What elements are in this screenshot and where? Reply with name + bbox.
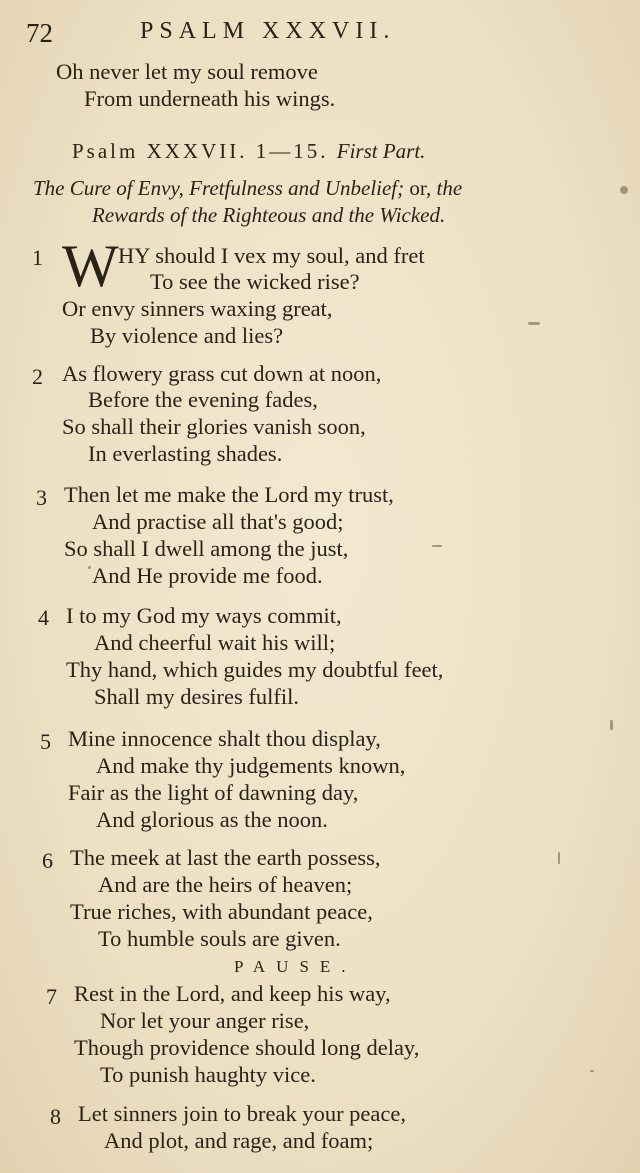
page-number: 72	[26, 18, 53, 48]
pause-label: PAUSE.	[234, 957, 357, 976]
verse-line: So shall I dwell among the just,	[64, 536, 349, 561]
verse-line: Thy hand, which guides my doubtful feet,	[66, 657, 444, 682]
argument-line: Rewards of the Righteous and the Wicked.	[92, 203, 446, 227]
argument-or: or,	[409, 176, 432, 200]
verse-number: 5	[40, 729, 51, 754]
verse-number: 1	[32, 245, 43, 270]
verse-line: Though providence should long delay,	[74, 1035, 420, 1060]
verse-line: And cheerful wait his will;	[94, 630, 336, 655]
paper-speck	[558, 852, 560, 864]
verse-line: And practise all that's good;	[92, 509, 344, 534]
argument-text: the	[436, 176, 463, 200]
verse-line: So shall their glories vanish soon,	[62, 414, 366, 439]
verse-line: I to my God my ways commit,	[66, 603, 342, 628]
verse-line: As flowery grass cut down at noon,	[62, 361, 382, 386]
verse-line: Nor let your anger rise,	[100, 1008, 310, 1033]
paper-speck	[528, 322, 540, 325]
verse-line: Or envy sinners waxing great,	[62, 296, 333, 321]
verse-number: 7	[46, 984, 57, 1009]
psalm-heading: Psalm XXXVII. 1—15.	[72, 139, 329, 163]
verse-line: To humble souls are given.	[98, 926, 341, 951]
verse-number: 4	[38, 605, 49, 630]
verse-line: And plot, and rage, and foam;	[104, 1128, 374, 1153]
verse-number: 6	[42, 848, 53, 873]
verse-number: 8	[50, 1104, 61, 1129]
verse-line: And are the heirs of heaven;	[98, 872, 353, 897]
verse-line: True riches, with abundant peace,	[70, 899, 373, 924]
paper-speck	[432, 545, 442, 547]
verse-number: 2	[32, 364, 43, 389]
drop-cap: W	[62, 233, 119, 299]
verse-line: Shall my desires fulfil.	[94, 684, 299, 709]
argument-line	[33, 176, 462, 201]
argument-text: The Cure of Envy, Fretfulness and Unbelief;	[33, 176, 405, 200]
paper-speck	[88, 566, 91, 569]
verse-line: Let sinners join to break your peace,	[78, 1101, 407, 1126]
verse-line: HY should I vex my soul, and fret	[118, 243, 425, 268]
verse-line: To punish haughty vice.	[100, 1062, 316, 1087]
verse-line: Mine innocence shalt thou display,	[68, 726, 381, 751]
verse-line: And make thy judgements known,	[96, 753, 406, 778]
verse-line: Then let me make the Lord my trust,	[64, 482, 394, 507]
verse-line: And glorious as the noon.	[96, 807, 328, 832]
carryover-line: Oh never let my soul remove	[56, 59, 318, 84]
paper-speck	[620, 186, 628, 194]
verse-line: Before the evening fades,	[88, 387, 318, 412]
verse-line: By violence and lies?	[90, 323, 284, 348]
verse-line: In everlasting shades.	[88, 441, 283, 466]
psalm-part: First Part.	[336, 139, 426, 163]
verse-line: Fair as the light of dawning day,	[68, 780, 359, 805]
psalm-subheading	[72, 139, 425, 164]
paper-speck	[590, 1070, 594, 1072]
paper-speck	[610, 720, 613, 730]
verse-line: Rest in the Lord, and keep his way,	[74, 981, 391, 1006]
running-title: PSALM XXXVII.	[140, 18, 396, 44]
verse-line: And He provide me food.	[92, 563, 323, 588]
verse-line: To see the wicked rise?	[150, 269, 360, 294]
verse-line: The meek at last the earth possess,	[70, 845, 381, 870]
carryover-line: From underneath his wings.	[84, 86, 336, 111]
verse-number: 3	[36, 485, 47, 510]
